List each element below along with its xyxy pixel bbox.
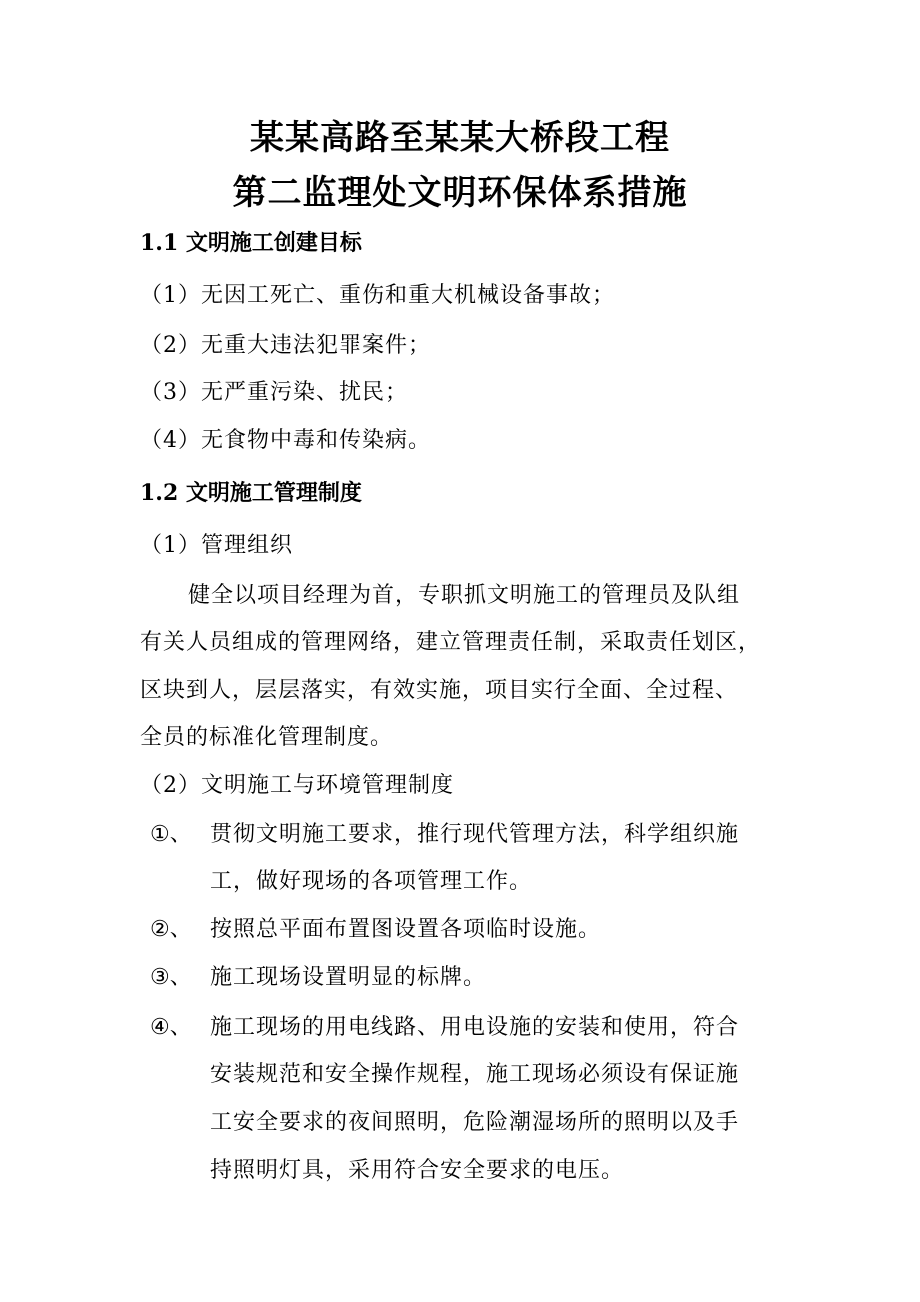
section-heading-1-1: 1.1 文明施工创建目标 [140,230,362,256]
paragraph-line: 全员的标准化管理制度。 [140,725,394,750]
list-item-line: 施工现场的用电线路、用电设施的安装和使用，符合 [210,1015,740,1040]
goal-item: （1）无因工死亡、重伤和重大机械设备事故； [140,283,615,308]
goal-item: （2）无重大违法犯罪案件； [140,333,431,358]
paragraph-line: 有关人员组成的管理网络，建立管理责任制，采取责任划区， [140,630,762,655]
goal-item: （4）无食物中毒和传染病。 [140,428,431,453]
list-marker: ④、 [150,1015,192,1040]
document-title-line-1: 某某高路至某某大桥段工程 [250,118,670,158]
list-item-line: 工，做好现场的各项管理工作。 [210,869,533,894]
paragraph-line: 区块到人，层层落实，有效实施，项目实行全面、全过程、 [140,678,739,703]
document-title-line-2: 第二监理处文明环保体系措施 [232,173,688,213]
section-heading-1-2: 1.2 文明施工管理制度 [140,480,362,506]
list-item-line: 持照明灯具，采用符合安全要求的电压。 [210,1158,625,1183]
paragraph-line: 健全以项目经理为首，专职抓文明施工的管理员及队组 [188,583,741,608]
list-marker: ①、 [150,822,192,847]
list-item-line: 施工现场设置明显的标牌。 [210,965,487,990]
subsection-label-environment-system: （2）文明施工与环境管理制度 [140,773,454,798]
list-item-line: 工安全要求的夜间照明，危险潮湿场所的照明以及手 [210,1110,740,1135]
list-item-line: 安装规范和安全操作规程，施工现场必须设有保证施 [210,1062,740,1087]
list-marker: ③、 [150,965,192,990]
list-marker: ②、 [150,917,192,942]
goal-item: （3）无严重污染、扰民； [140,380,408,405]
list-item-line: 按照总平面布置图设置各项临时设施。 [210,917,602,942]
subsection-label-management-org: （1）管理组织 [140,533,293,558]
list-item-line: 贯彻文明施工要求，推行现代管理方法，科学组织施 [210,822,740,847]
